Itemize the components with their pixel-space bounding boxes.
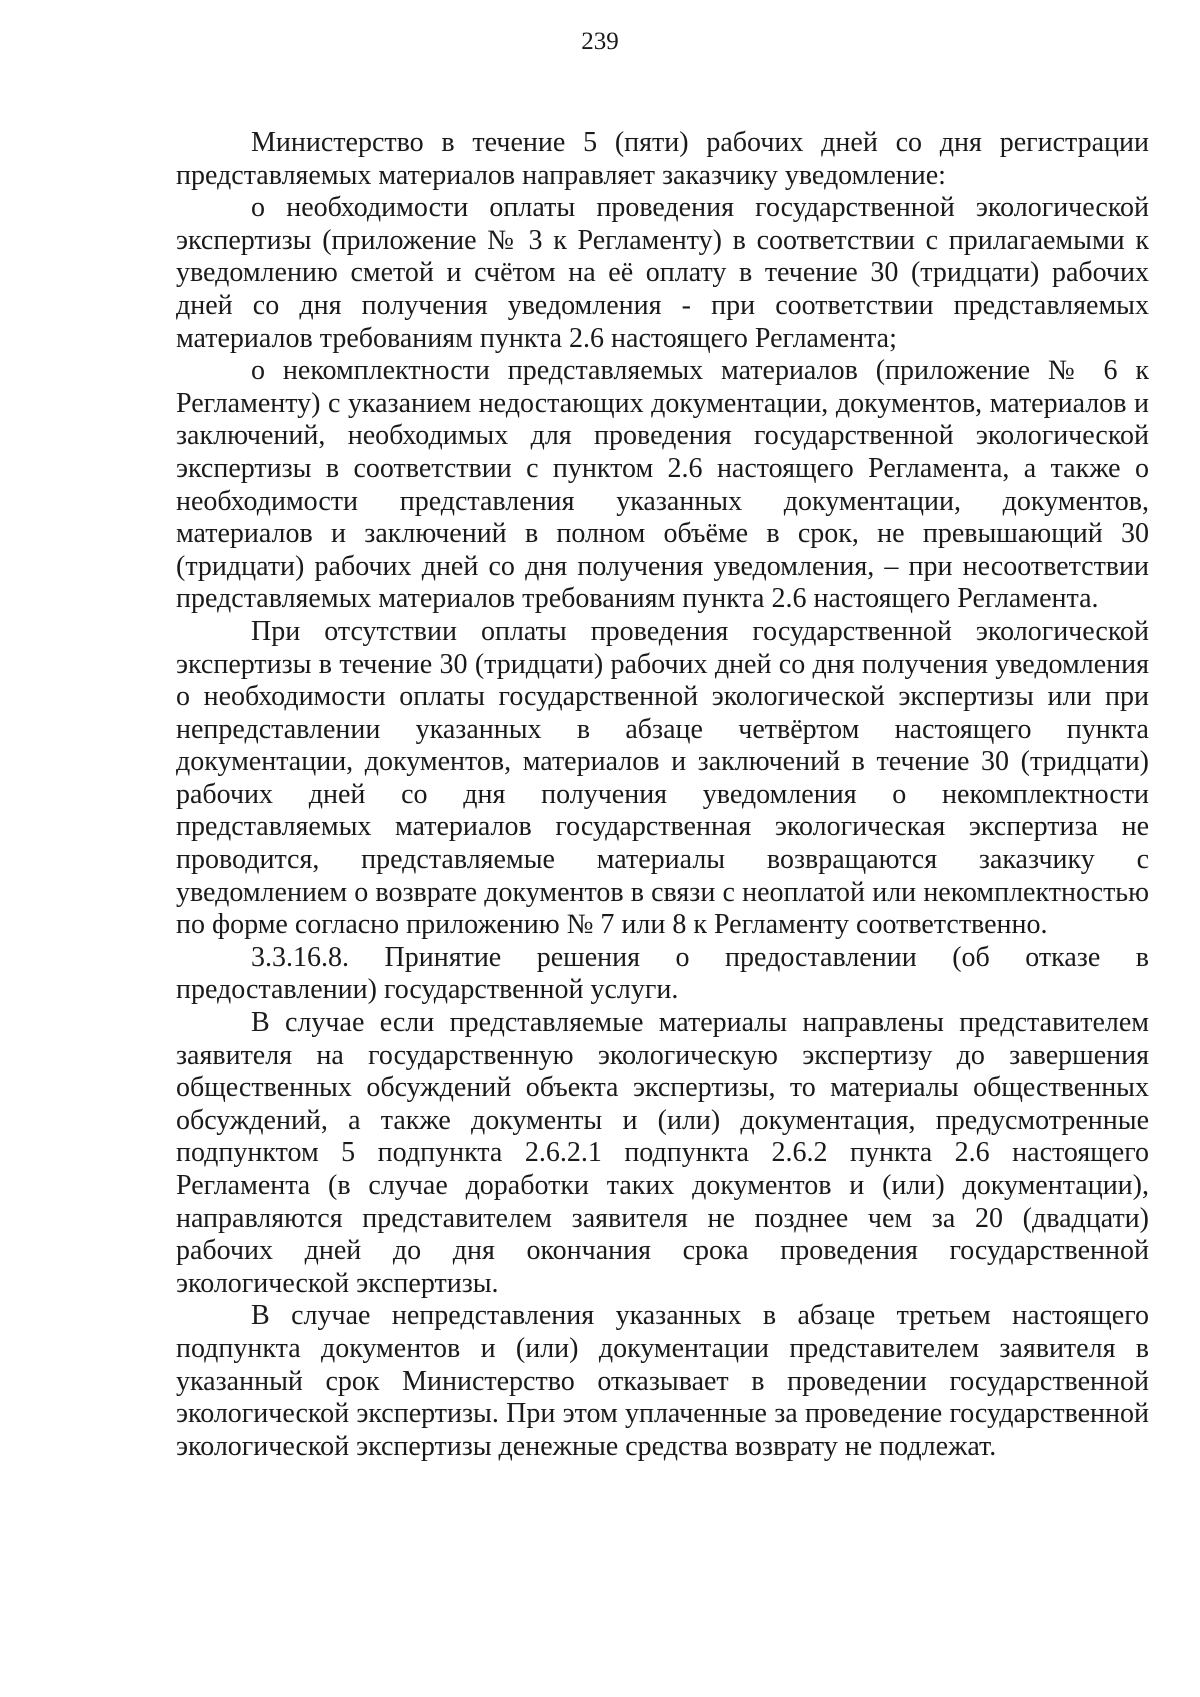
paragraph-no-payment: При отсутствии оплаты проведения государственной экологической экспертизы в течение 30 (тридцати) рабочих дней со дня получения уведомления о необходимости оплаты государственной экологической экспертизы или при непредставлении указанных в абзаце четвёртом настоящего пункта документации, документов, материалов и заключений в течение 30 (тридцати) рабочих дней со дня получения уведомления о некомплектности представляемых материалов государственная экологическая экспертиза не проводится, представляемые материалы возвращаются заказчику с уведомлением о возврате документов в связи с неоплатой или некомплектностью по форме согласно приложению № 7 или 8 к Регламенту соответственно.	[176, 615, 1149, 941]
paragraph-payment-notice: о необходимости оплаты проведения государственной экологической экспертизы (приложение № 3 к Регламенту) в соответствии с прилагаемыми к уведомлению сметой и счётом на её оплату в течение 30 (тридцати) рабочих дней со дня получения уведомления - при соответствии представляемых материалов требованиям пункта 2.6 настоящего Регламента;	[176, 192, 1149, 354]
paragraph-notification-intro: Министерство в течение 5 (пяти) рабочих дней со дня регистрации представляемых материалов направляет заказчику уведомление:	[176, 127, 1149, 191]
paragraph-incompleteness-notice: о некомплектности представляемых материалов (приложение № 6 к Регламенту) с указанием недостающих документации, документов, материалов и заключений, необходимых для проведения государственной экологической экспертизы в соответствии с пунктом 2.6 настоящего Регламента, а также о необходимости представления указанных документации, документов, материалов и заключений в полном объёме в срок, не превышающий 30 (тридцати) рабочих дней со дня получения уведомления, – при несоответствии представляемых материалов требованиям пункта 2.6 настоящего Регламента.	[176, 355, 1149, 615]
page-number: 239	[581, 28, 619, 55]
paragraph-section-3-3-16-8: 3.3.16.8. Принятие решения о предоставлении (об отказе в предоставлении) государственной услуги.	[176, 941, 1149, 1006]
document-body	[176, 127, 1149, 1463]
paragraph-public-discussions: В случае если представляемые материалы направлены представителем заявителя на государственную экологическую экспертизу до завершения общественных обсуждений объекта экспертизы, то материалы общественных обсуждений, а также документы и (или) документация, предусмотренные подпунктом 5 подпункта 2.6.2.1 подпункта 2.6.2 пункта 2.6 настоящего Регламента (в случае доработки таких документов и (или) документации), направляются представителем заявителя не позднее чем за 20 (двадцати) рабочих дней до дня окончания срока проведения государственной экологической экспертизы.	[176, 1007, 1149, 1299]
paragraph-refusal: В случае непредставления указанных в абзаце третьем настоящего подпункта документов и (или) документации представителем заявителя в указанный срок Министерство отказывает в проведении государственной экологической экспертизы. При этом уплаченные за проведение государственной экологической экспертизы денежные средства возврату не подлежат.	[176, 1300, 1149, 1462]
